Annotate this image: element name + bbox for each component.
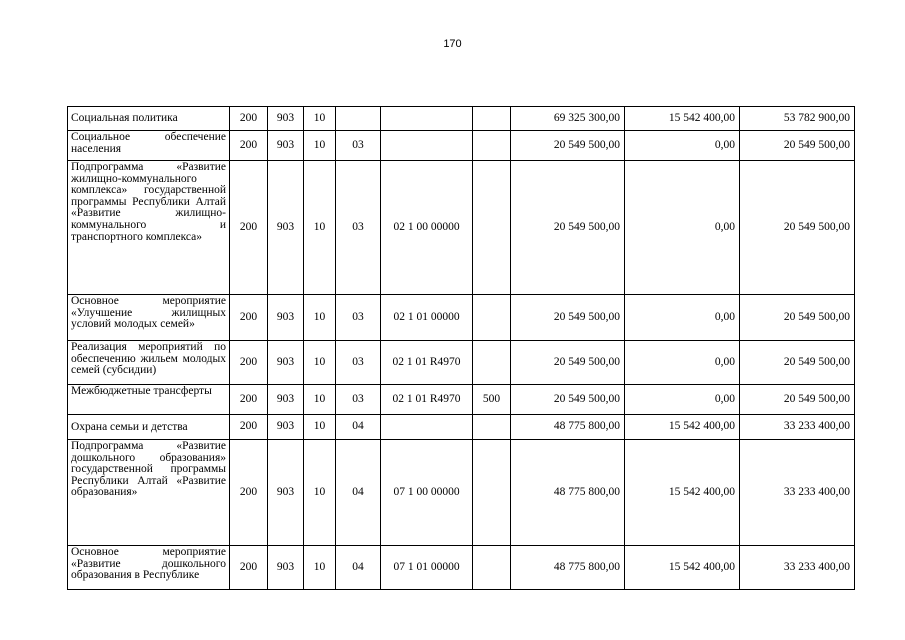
table-row [68,440,855,546]
cell-sum: 20 549 500,00 [511,341,625,385]
cell-subsection: 03 [336,131,381,161]
cell-section: 10 [304,295,336,341]
row-name: Реализация мероприятий по обеспечению жильем молодых семей (субсидии) [68,341,230,385]
cell-code: 200 [230,546,268,590]
cell-target: 02 1 00 00000 [381,161,473,295]
cell-code: 200 [230,161,268,295]
cell-section: 10 [304,131,336,161]
cell-type: 500 [473,385,511,415]
cell-section: 10 [304,415,336,440]
cell-subsection [336,107,381,131]
cell-code: 903 [268,415,304,440]
cell-sum: 33 233 400,00 [740,415,855,440]
cell-target: 07 1 00 00000 [381,440,473,546]
row-name: Социальное обеспечение населения [68,131,230,161]
cell-section: 10 [304,440,336,546]
cell-sum: 48 775 800,00 [511,440,625,546]
cell-code: 903 [268,341,304,385]
cell-sum: 20 549 500,00 [511,385,625,415]
cell-section: 10 [304,546,336,590]
cell-code: 903 [268,161,304,295]
cell-code: 200 [230,295,268,341]
cell-type [473,131,511,161]
cell-sum: 20 549 500,00 [740,295,855,341]
cell-type [473,295,511,341]
cell-sum: 0,00 [625,385,740,415]
page-number: 170 [443,38,462,50]
row-name: Подпрограмма «Развитие дошкольного образования» государственной программы Республики Алтай «Развитие образования» [68,440,230,546]
cell-sum: 20 549 500,00 [740,341,855,385]
cell-sum: 20 549 500,00 [511,131,625,161]
cell-target: 07 1 01 00000 [381,546,473,590]
cell-code: 903 [268,385,304,415]
cell-sum: 20 549 500,00 [511,295,625,341]
cell-section: 10 [304,385,336,415]
table-row [68,415,855,440]
cell-code: 903 [268,295,304,341]
cell-section: 10 [304,341,336,385]
cell-type [473,415,511,440]
table-row [68,546,855,590]
budget-table [67,106,855,590]
cell-section: 10 [304,107,336,131]
row-name: Основное мероприятие «Улучшение жилищных условий молодых семей» [68,295,230,341]
cell-sum: 48 775 800,00 [511,546,625,590]
cell-sum: 15 542 400,00 [625,546,740,590]
table-row [68,385,855,415]
cell-code: 200 [230,385,268,415]
cell-sum: 0,00 [625,341,740,385]
cell-code: 200 [230,341,268,385]
cell-sum: 33 233 400,00 [740,546,855,590]
row-name: Межбюджетные трансферты [68,385,230,415]
cell-type [473,546,511,590]
cell-sum: 0,00 [625,295,740,341]
cell-type [473,161,511,295]
table-row [68,107,855,131]
cell-subsection: 03 [336,161,381,295]
cell-subsection: 03 [336,385,381,415]
cell-subsection: 03 [336,295,381,341]
cell-sum: 33 233 400,00 [740,440,855,546]
cell-sum: 53 782 900,00 [740,107,855,131]
cell-sum: 48 775 800,00 [511,415,625,440]
cell-code: 200 [230,107,268,131]
cell-sum: 20 549 500,00 [511,161,625,295]
cell-code: 200 [230,415,268,440]
cell-sum: 15 542 400,00 [625,440,740,546]
cell-code: 903 [268,546,304,590]
cell-sum: 20 549 500,00 [740,131,855,161]
cell-sum: 20 549 500,00 [740,385,855,415]
table-row [68,295,855,341]
cell-sum: 69 325 300,00 [511,107,625,131]
table-row [68,341,855,385]
cell-code: 903 [268,131,304,161]
cell-sum: 15 542 400,00 [625,107,740,131]
cell-target [381,107,473,131]
cell-type [473,440,511,546]
cell-subsection: 04 [336,546,381,590]
cell-target: 02 1 01 00000 [381,295,473,341]
cell-sum: 20 549 500,00 [740,161,855,295]
cell-target [381,131,473,161]
cell-sum: 0,00 [625,161,740,295]
cell-code: 200 [230,440,268,546]
cell-sum: 0,00 [625,131,740,161]
cell-code: 200 [230,131,268,161]
cell-subsection: 04 [336,440,381,546]
cell-target: 02 1 01 R4970 [381,341,473,385]
table-row [68,131,855,161]
row-name: Социальная политика [68,107,230,131]
row-name: Основное мероприятие «Развитие дошкольного образования в Республике [68,546,230,590]
cell-code: 903 [268,107,304,131]
cell-subsection: 04 [336,415,381,440]
row-name: Охрана семьи и детства [68,415,230,440]
cell-code: 903 [268,440,304,546]
cell-target [381,415,473,440]
cell-target: 02 1 01 R4970 [381,385,473,415]
cell-type [473,341,511,385]
cell-subsection: 03 [336,341,381,385]
table-row [68,161,855,295]
cell-type [473,107,511,131]
cell-sum: 15 542 400,00 [625,415,740,440]
row-name: Подпрограмма «Развитие жилищно-коммунального комплекса» государственной программы Республики Алтай «Развитие жилищно-коммунального и транспортного комплекса» [68,161,230,295]
cell-section: 10 [304,161,336,295]
